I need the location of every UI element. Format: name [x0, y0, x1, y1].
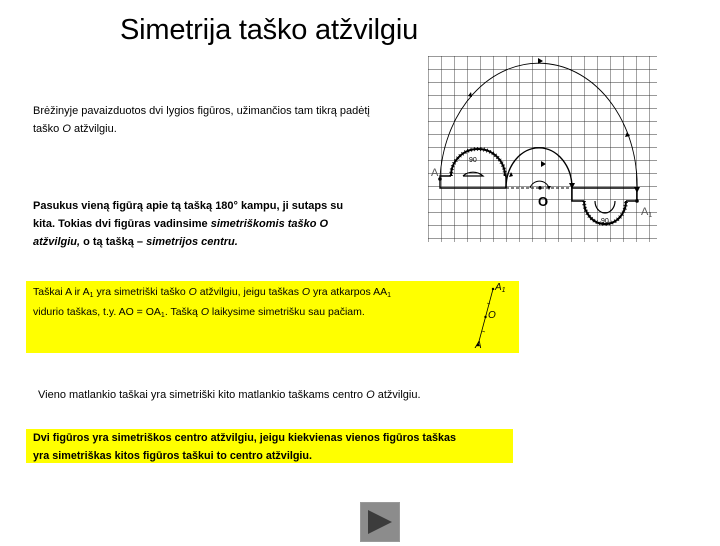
definition-line-2: kita. Tokias dvi figūras vadinsime simetriškomis taško O	[33, 218, 329, 230]
protractor-label-90-bottom: 90	[601, 218, 609, 225]
page-title: Simetrija taško atžvilgiu	[120, 14, 418, 46]
protractor-label-90-top: 90	[469, 157, 477, 164]
intro-paragraph	[33, 102, 370, 138]
figure-symmetry-text	[33, 429, 456, 465]
intro-line-1: Brėžinyje pavaizduotos dvi lygios figūros, užimančios tam tikrą padėtį	[33, 105, 370, 117]
arcs-sentence: Vieno matlankio taškai yra simetriški kito matlankio taškams centro O atžvilgiu.	[38, 389, 421, 401]
definition-paragraph	[33, 197, 343, 251]
symmetry-grid-diagram	[420, 45, 670, 250]
diagram-label-a: A	[431, 167, 439, 179]
diagram-label-o: O	[538, 194, 549, 209]
label-a: A	[475, 340, 482, 351]
figure-symmetry-line-1: Dvi figūros yra simetriškos centro atžvilgiu, jeigu kiekvienas vienos figūros taškas	[33, 432, 457, 444]
intro-line-2: taško O atžvilgiu.	[33, 123, 117, 135]
point-symmetry-line-2: vidurio taškas, t.y. AO = $OA_1$. Tašką O laikysime simetrišku sau pačiam.	[33, 306, 365, 319]
diagram-label-a1: $A_1$	[641, 206, 653, 219]
point-symmetry-text	[33, 284, 391, 324]
point-symmetry-line-1: Taškai A ir $A_1$ yra simetriški taško O atžvilgiu, jeigu taškas O yra atkarpos $AA_1$	[33, 286, 391, 299]
label-a1: $A_1$	[495, 282, 506, 294]
next-slide-button[interactable]	[360, 502, 400, 542]
definition-line-3: atžvilgiu, o tą tašką – simetrijos centru.	[33, 236, 238, 248]
label-o: O	[488, 310, 496, 321]
figure-symmetry-line-2: yra simetriškas kitos figūros taškui to centro atžvilgiu.	[33, 450, 313, 462]
figure-symmetry-box	[26, 429, 513, 463]
point-symmetry-box	[26, 281, 519, 353]
play-icon	[361, 503, 399, 541]
definition-line-1: Pasukus vieną figūrą apie tą tašką 180° kampu, ji sutaps su	[33, 200, 344, 212]
